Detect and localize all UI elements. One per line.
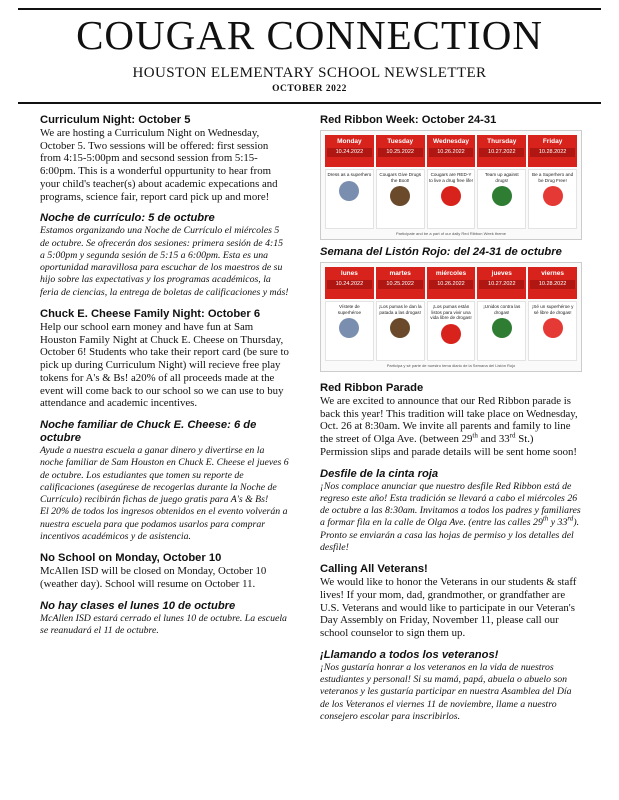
flyer-day-cells xyxy=(325,169,577,229)
section-body: Estamos organizando una Noche de Currículo el miércoles 5 de octubre. Se ofrecerán dos sesiones: primera sesión de 4:15 a 5:00pm y segunda sesión de 5:15 a 6:00pm. Esta es una oportunidad maravillosa para escuchar de los maestros de su hijo sobre las expectativas y los programas académicos, la feria de ciencias, la entrega de boletas de calificaciones y más! xyxy=(40,225,289,298)
flyer-day-cells xyxy=(325,301,577,361)
flyer-day-theme: ¡Los pumas están listos para vivir una vida libre de drogas! xyxy=(430,304,472,321)
flyer-day-header xyxy=(528,267,577,299)
masthead xyxy=(18,10,601,95)
flyer-day-name: lunes xyxy=(340,270,358,277)
flyer-footer: Participate and be a part of our daily Red Ribbon Week theme xyxy=(396,231,506,236)
flyer-day-name: Wednesday xyxy=(432,138,469,145)
flyer-day-cell xyxy=(376,169,425,229)
right-column xyxy=(320,114,582,732)
section-heading: Curriculum Night: October 5 xyxy=(40,114,191,126)
flyer-day-name: Monday xyxy=(337,138,362,145)
flyer-day-theme: Vístete de superhéroe xyxy=(337,304,362,315)
flyer-theme-illustration xyxy=(441,186,461,206)
flyer-day-cell xyxy=(325,301,374,361)
flyer-day-header xyxy=(376,267,425,299)
semana-liston-rojo-section xyxy=(320,246,582,372)
section-body: Ayude a nuestra escuela a ganar dinero y divertirse en la noche familiar de Sam Houston en Chuck E. Cheese el jueves 6 de octubre. Los estudiantes que tomen su reporte de calificaciones (asegúrese de recogerlas durante la Noche de Currículo) recibirán fichas de juego gratis para A's & Bs! xyxy=(40,444,289,506)
flyer-day-theme: Team up against drugs! xyxy=(484,172,519,183)
flyer-day-cell xyxy=(427,169,476,229)
liston-rojo-flyer-image xyxy=(320,262,582,372)
flyer-day-name: miércoles xyxy=(435,270,467,277)
flyer-day-date: 10.24.2022 xyxy=(327,280,372,289)
llamando-veteranos-section xyxy=(320,649,582,723)
flyer-day-cell xyxy=(376,301,425,361)
flyer-day-theme: Be a Superhero and be Drug Free! xyxy=(532,172,574,183)
section-body: McAllen ISD will be closed on Monday, October 10 (weather day). School will resume on October 11. xyxy=(40,565,267,590)
newsletter-title: COUGAR CONNECTION xyxy=(76,12,543,58)
chuck-e-cheese-section xyxy=(40,308,290,410)
flyer-day-name: martes xyxy=(389,270,411,277)
section-body: Help our school earn money and have fun at Sam Houston Family Night at Chuck E. Cheese on Thursday, October 6! Students who take their report card (be sure to pick up during Curriculum Night) will recieve free play tokens for A's & Bs! a20% of all proceeds made at the event will come back to our school so we can use to buy attendance and academic incentives. xyxy=(40,321,289,410)
flyer-theme-illustration xyxy=(492,186,512,206)
flyer-day-theme: ¡Los pumas le dan la patada a las drogas! xyxy=(378,304,422,315)
section-heading: Noche familiar de Chuck E. Cheese: 6 de octubre xyxy=(40,418,257,444)
flyer-day-date: 10.26.2022 xyxy=(429,280,474,289)
flyer-day-header xyxy=(427,267,476,299)
flyer-day-date: 10.24.2022 xyxy=(327,148,372,157)
flyer-day-date: 10.27.2022 xyxy=(479,280,524,289)
no-hay-clases-section xyxy=(40,600,290,638)
left-column xyxy=(40,114,290,646)
flyer-day-header xyxy=(325,135,374,167)
section-body: McAllen ISD estará cerrado el lunes 10 de octubre. La escuela se reanudará el 11 de octubre. xyxy=(40,612,287,636)
flyer-day-header xyxy=(325,267,374,299)
flyer-day-theme: ¡Unidos contra las drogas! xyxy=(483,304,521,315)
flyer-day-name: jueves xyxy=(491,270,512,277)
flyer-theme-illustration xyxy=(339,181,359,201)
flyer-day-theme: Cougars are RED-Y to live a drug free life! xyxy=(429,172,473,183)
flyer-day-date: 10.28.2022 xyxy=(530,148,575,157)
flyer-day-headers xyxy=(325,135,577,167)
section-heading: Semana del Listón Rojo: del 24-31 de octubre xyxy=(320,246,562,258)
flyer-day-header xyxy=(427,135,476,167)
section-heading: No hay clases el lunes 10 de octubre xyxy=(40,599,236,612)
flyer-day-header xyxy=(477,267,526,299)
section-body: We would like to honor the Veterans in our students & staff lives! If your mom, dad, grandmother, or grandfather are U.S. Veterans and would like to participate in our Veteran's Day Assembly on Friday, November 11, please call our school counselor to sign them up. xyxy=(320,576,577,640)
section-heading: Desfile de la cinta roja xyxy=(320,467,439,480)
flyer-theme-illustration xyxy=(543,186,563,206)
section-body: We are excited to announce that our Red Ribbon parade is back this year! This tradition will take place on Wednesday, Oct. 26 at 8:30am. We invite all parents and family to line the street of Olga Ave. (between 29th and 33rd St.) Permission slips and parade details will be sent home soon! xyxy=(320,395,578,458)
flyer-day-cell xyxy=(528,169,577,229)
flyer-day-date: 10.25.2022 xyxy=(378,280,423,289)
section-body: ¡Nos complace anunciar que nuestro desfile Red Ribbon está de regreso este año! Esta tradición se llevará a cabo el miércoles 26 de octubre a las 8:30am. Invitamos a todos los padres y familiares a formar fila en la calle de Olga Ave. (entre las calles 29th y 33rd). Pronto se enviarán a casa las hojas de permiso y los detalles del desfile! xyxy=(320,480,581,553)
flyer-day-headers xyxy=(325,267,577,299)
red-ribbon-week-section xyxy=(320,114,582,240)
flyer-day-header xyxy=(376,135,425,167)
section-heading: Calling All Veterans! xyxy=(320,563,428,576)
newsletter-subtitle: HOUSTON ELEMENTARY SCHOOL NEWSLETTER xyxy=(132,65,487,81)
flyer-theme-illustration xyxy=(441,324,461,344)
noche-curriculo-section xyxy=(40,212,290,299)
flyer-day-date: 10.28.2022 xyxy=(530,280,575,289)
red-ribbon-parade-section xyxy=(320,382,582,459)
section-heading: Red Ribbon Parade xyxy=(320,382,424,394)
desfile-cinta-roja-section xyxy=(320,468,582,555)
flyer-theme-illustration xyxy=(339,318,359,338)
flyer-day-theme: Dress as a superhero xyxy=(327,172,372,177)
flyer-day-cell xyxy=(528,301,577,361)
section-heading: Noche de currículo: 5 de octubre xyxy=(40,212,215,225)
flyer-day-cell xyxy=(477,301,526,361)
newsletter-date: OCTOBER 2022 xyxy=(272,84,347,94)
red-ribbon-flyer-image xyxy=(320,130,582,240)
section-heading: Red Ribbon Week: October 24-31 xyxy=(320,114,497,126)
calling-veterans-section xyxy=(320,563,582,640)
noche-chuck-e-cheese-section xyxy=(40,419,290,543)
flyer-day-name: Thursday xyxy=(487,138,517,145)
flyer-theme-illustration xyxy=(390,186,410,206)
flyer-theme-illustration xyxy=(543,318,563,338)
section-heading: No School on Monday, October 10 xyxy=(40,552,222,565)
masthead-rule xyxy=(18,102,601,104)
flyer-day-cell xyxy=(477,169,526,229)
flyer-day-theme: ¡Sé un superhéroe y sé libre de drogas! xyxy=(531,304,574,315)
flyer-day-date: 10.25.2022 xyxy=(378,148,423,157)
flyer-day-header xyxy=(477,135,526,167)
section-body: We are hosting a Curriculum Night on Wednesday, October 5. Two sessions will be offered: first session from 4:15-5:00pm and secsond session from 5:15-6:00pm. This is a wonderful oppurtunity to hear from your child's teacher(s) about academic expecations and programs, science fair, report card pick up and more! xyxy=(40,127,278,203)
flyer-day-name: viernes xyxy=(541,270,564,277)
flyer-theme-illustration xyxy=(390,318,410,338)
flyer-day-name: Tuesday xyxy=(387,138,414,145)
flyer-day-cell xyxy=(427,301,476,361)
section-heading: ¡Llamando a todos los veteranos! xyxy=(320,648,499,661)
curriculum-night-section xyxy=(40,114,290,203)
flyer-day-header xyxy=(528,135,577,167)
flyer-day-theme: Cougars Give Drugs the Boot! xyxy=(379,172,421,183)
no-school-section xyxy=(40,552,290,590)
flyer-theme-illustration xyxy=(492,318,512,338)
section-body: ¡Nos gustaría honrar a los veteranos en la vida de nuestros estudiantes y personal! Si su mamá, papá, abuela o abuelo son veteranos y les gustaría participar en nuestra Asamblea del Día de los Veteranos el viernes 11 de noviembre, llame a nuestro consejero escolar para inscribirlos. xyxy=(320,661,572,722)
section-body: El 20% de todos los ingresos obtenidos en el evento volverán a nuestra escuela para que podamos usarlos para comprar incentivos académicos y de asistencia. xyxy=(40,506,288,542)
section-heading: Chuck E. Cheese Family Night: October 6 xyxy=(40,308,261,320)
flyer-day-cell xyxy=(325,169,374,229)
flyer-footer: Participa y sé parte de nuestro tema diario de la Semana del Listón Rojo xyxy=(386,363,516,368)
flyer-day-name: Friday xyxy=(542,138,563,145)
flyer-day-date: 10.26.2022 xyxy=(429,148,474,157)
flyer-day-date: 10.27.2022 xyxy=(479,148,524,157)
